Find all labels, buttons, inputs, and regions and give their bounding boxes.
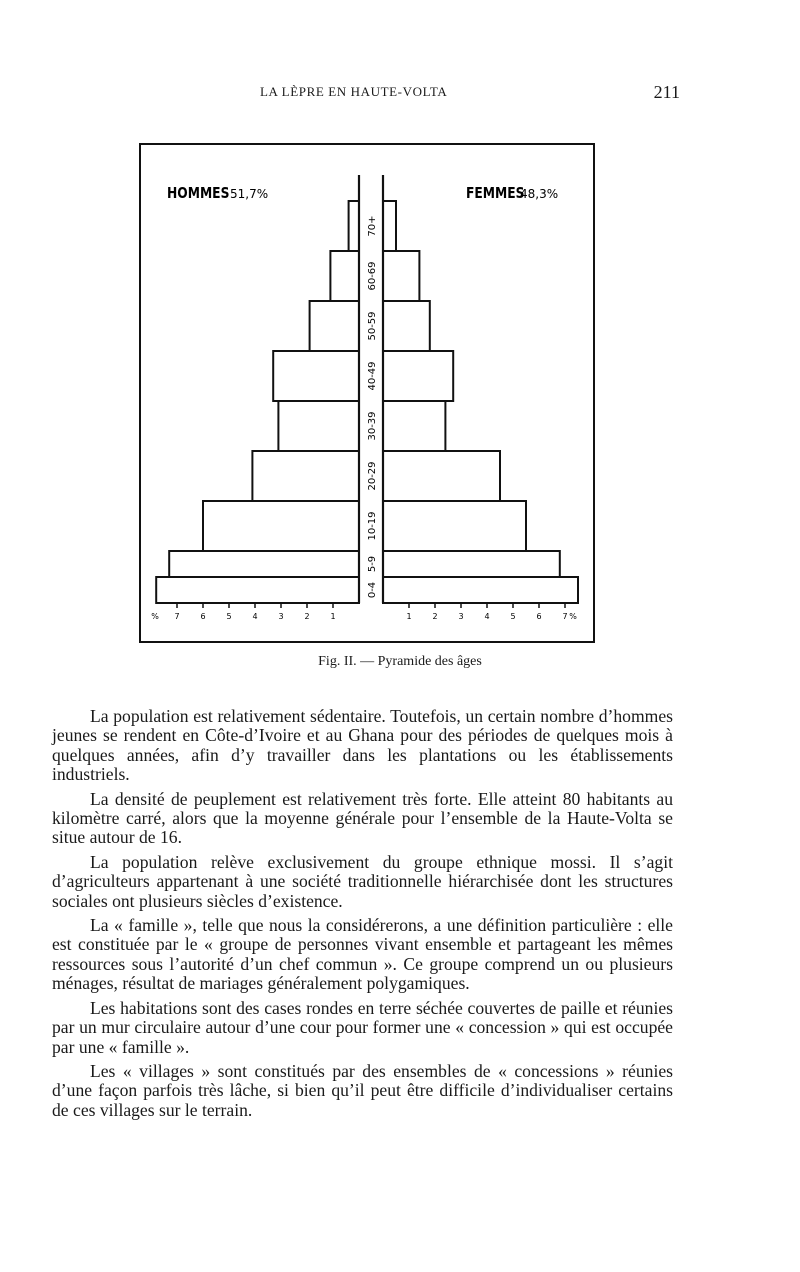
body-text [52, 707, 673, 1125]
paragraph: La population est relativement sédentaire. Toutefois, un certain nombre d’hommes jeunes se rendent en Côte-d’Ivoire et au Ghana pour des périodes de quelques mois à quelques années, afin d’y travailler dans les plantations ou les établissements industriels. [52, 706, 673, 785]
paragraph: La « famille », telle que nous la considérerons, a une définition particulière : elle est constituée par le « groupe de personnes vivant ensemble et partageant les mêmes ressources sous l’autorité d’un chef commun ». Ce groupe comprend un ou plusieurs ménages, résultat de mariages généralement polygamiques. [52, 915, 673, 994]
x-tick-label: 2 [432, 612, 438, 621]
age-group-label: 20-29 [367, 461, 378, 491]
age-group-label: 5-9 [367, 555, 378, 573]
paragraph: La densité de peuplement est relativement très forte. Elle atteint 80 habitants au kilomètre carré, alors que la moyenne générale pour l’ensemble de la Haute-Volta se situe autour de 16. [52, 788, 673, 848]
bar-men-0-4 [156, 577, 359, 603]
age-group-label: 10-19 [367, 511, 378, 541]
bar-women-40-49 [383, 351, 453, 401]
x-tick-label: % [151, 612, 159, 621]
bar-women-70+ [383, 201, 396, 251]
age-group-label: 40-49 [367, 361, 378, 391]
x-tick-label: 6 [200, 612, 206, 621]
age-group-label: 50-59 [367, 311, 378, 341]
x-tick-label: % [569, 612, 577, 621]
men-share: 51,7% [230, 187, 269, 201]
bar-women-50-59 [383, 301, 430, 351]
age-group-label: 70+ [367, 215, 378, 237]
x-tick-label: 3 [278, 612, 284, 621]
x-tick-label: 7 [174, 612, 180, 621]
x-tick-label: 4 [252, 612, 258, 621]
figure-caption: Fig. II. — Pyramide des âges [318, 654, 482, 669]
bar-men-5-9 [169, 551, 359, 577]
paragraph: Les « villages » sont constitués par des ensembles de « concessions » réunies d’une façon parfois très lâche, si bien qu’il peut être difficile d’individualiser certains de ces villages sur le terrain. [52, 1060, 673, 1120]
running-title: LA LÈPRE EN HAUTE-VOLTA [260, 84, 448, 99]
page-number: 211 [653, 82, 680, 102]
running-head [0, 82, 800, 102]
bar-women-10-19 [383, 501, 526, 551]
bar-women-0-4 [383, 577, 578, 603]
bar-women-5-9 [383, 551, 560, 577]
bar-men-10-19 [203, 501, 359, 551]
bar-women-20-29 [383, 451, 500, 501]
bar-men-70+ [349, 201, 359, 251]
bar-women-30-39 [383, 401, 445, 451]
bar-men-50-59 [310, 301, 359, 351]
age-group-label: 30-39 [367, 411, 378, 441]
paragraph: Les habitations sont des cases rondes en terre séchée couvertes de paille et réunies par un mur circulaire autour d’une cour pour former une « concession » qui est occupée par une « famille ». [52, 997, 673, 1057]
age-pyramid-chart [141, 145, 593, 641]
x-tick-label: 3 [458, 612, 464, 621]
bar-men-30-39 [278, 401, 359, 451]
x-tick-label: 4 [484, 612, 490, 621]
age-group-label: 0-4 [367, 581, 378, 599]
bar-women-60-69 [383, 251, 419, 301]
men-label: HOMMES [167, 184, 230, 203]
x-tick-label: 6 [536, 612, 542, 621]
bar-men-20-29 [252, 451, 359, 501]
age-group-label: 60-69 [367, 261, 378, 291]
women-share: 48,3% [520, 187, 559, 201]
x-tick-label: 2 [304, 612, 310, 621]
bar-men-60-69 [330, 251, 359, 301]
x-tick-label: 1 [330, 612, 336, 621]
x-tick-label: 1 [406, 612, 412, 621]
women-label: FEMMES [466, 184, 525, 203]
figure-age-pyramid [139, 143, 595, 643]
x-tick-label: 7 [562, 612, 568, 621]
paragraph: La population relève exclusivement du groupe ethnique mossi. Il s’agit d’agriculteurs appartenant à une société traditionnelle hiérarchisée dont les structures sociales ont plusieurs siècles d’existence. [52, 851, 673, 911]
x-tick-label: 5 [226, 612, 232, 621]
x-tick-label: 5 [510, 612, 516, 621]
bar-men-40-49 [273, 351, 359, 401]
